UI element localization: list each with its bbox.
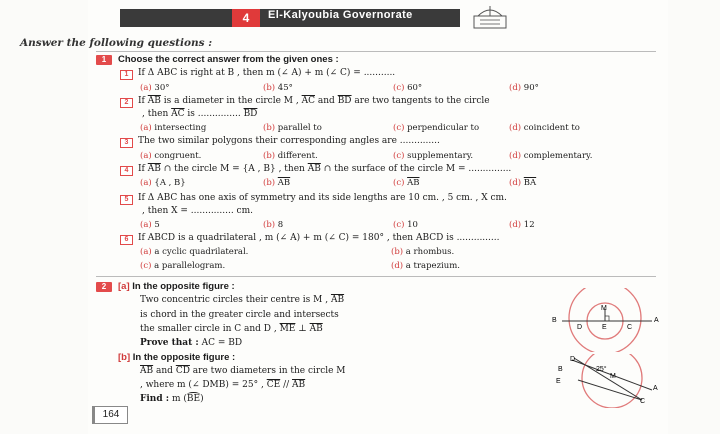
item-number: 4: [120, 166, 133, 176]
figure-circle-diameters: [552, 354, 664, 408]
q2a-heading: [a] In the opposite figure :: [118, 281, 235, 292]
option[interactable]: (c) perpendicular to: [393, 123, 480, 133]
option[interactable]: (b) 45°: [263, 83, 293, 93]
item-number: 2: [120, 98, 133, 108]
header-title: El-Kalyoubia Governorate: [268, 9, 413, 21]
option[interactable]: (b) 8: [263, 220, 284, 230]
figure-label: D: [570, 356, 576, 363]
figure-label: C: [627, 324, 633, 331]
option[interactable]: (d) 12: [509, 220, 535, 230]
option[interactable]: (a) 30°: [140, 83, 170, 93]
item-1-stem: If Δ ABC is right at B , then m (∠ A) + m (∠ C) = ...........: [138, 68, 396, 78]
question-1-badge: 1: [96, 55, 112, 65]
divider: [96, 276, 656, 277]
option[interactable]: (d) 90°: [509, 83, 539, 93]
option[interactable]: (a) {A , B}: [140, 178, 186, 188]
option[interactable]: (d) a trapezium.: [391, 261, 461, 271]
q2b-find: Find : m (BE): [140, 394, 204, 404]
option[interactable]: (c) a parallelogram.: [140, 261, 226, 271]
figure-concentric-circles: [548, 288, 666, 352]
option[interactable]: (c) 60°: [393, 83, 423, 93]
item-number: 6: [120, 235, 133, 245]
item-3-stem: The two similar polygons their corresponding angles are ..............: [138, 136, 440, 146]
q2a-line3: the smaller circle in C and D , $\overline{ME}$ ⊥ $\overline{AB}$: [140, 324, 323, 334]
option[interactable]: (d) coincident to: [509, 123, 580, 133]
divider: [96, 51, 656, 52]
q2b-heading: [b] In the opposite figure :: [118, 352, 236, 363]
option[interactable]: (b) different.: [263, 151, 318, 161]
figure-label: C: [640, 398, 646, 405]
option[interactable]: (b) a rhombus.: [391, 247, 455, 257]
option[interactable]: (c) supplementary.: [393, 151, 474, 161]
question-1-title: Choose the correct answer from the given ones :: [118, 54, 339, 65]
item-2-stem-line2: , then $\overline{AC}$ is ............... $\overline{BD}$: [142, 109, 258, 119]
item-5-stem-line2: , then X = ............... cm.: [142, 206, 253, 216]
figure-label: M: [610, 373, 616, 380]
option[interactable]: (a) congruent.: [140, 151, 202, 161]
figure-label: D: [577, 324, 583, 331]
q2a-line1: Two concentric circles their centre is M , $\overline{AB}$: [140, 295, 345, 305]
q2a-prove: Prove that : AC = BD: [140, 338, 243, 348]
page-number: 164: [92, 406, 128, 424]
item-2-stem: If $\overline{AB}$ is a diameter in the circle M , $\overline{AC}$ and $\overline{BD}$ are two tangents to the circle: [138, 96, 490, 106]
option[interactable]: (a) 5: [140, 220, 160, 230]
q2b-line2: , where m (∠ DMB) = 25° , $\overline{CE} // \overline{AB}$: [140, 380, 306, 390]
item-4-stem: If $\overline{AB}$ ∩ the circle M = {A , B} , then $\overline{AB}$ ∩ the surface of the circle M = ...............: [138, 164, 512, 174]
figure-label: B: [558, 366, 563, 373]
option[interactable]: (b) $\overline{AB}$: [263, 178, 291, 188]
figure-label: A: [654, 317, 659, 324]
option[interactable]: (c) 10: [393, 220, 418, 230]
governorate-logo-icon: [470, 4, 510, 30]
option[interactable]: (a) a cyclic quadrilateral.: [140, 247, 249, 257]
figure-label: M: [601, 305, 607, 312]
option[interactable]: (a) intersecting: [140, 123, 207, 133]
q2a-line2: is chord in the greater circle and intersects: [140, 310, 339, 320]
item-5-stem: If Δ ABC has one axis of symmetry and its side lengths are 10 cm. , 5 cm. , X cm.: [138, 193, 507, 203]
option[interactable]: (d) complementary.: [509, 151, 593, 161]
figure-label: 25°: [596, 366, 607, 373]
figure-label: E: [556, 378, 561, 385]
header-number: 4: [232, 9, 260, 27]
option[interactable]: (c) $\overline{AB}$: [393, 178, 420, 188]
item-number: 3: [120, 138, 133, 148]
item-6-stem: If ABCD is a quadrilateral , m (∠ A) + m (∠ C) = 180° , then ABCD is ...............: [138, 233, 500, 243]
instructions-heading: Answer the following questions :: [20, 37, 213, 49]
figure-label: E: [602, 324, 607, 331]
question-2-badge: 2: [96, 282, 112, 292]
q2b-line1: $\overline{AB}$ and $\overline{CD}$ are two diameters in the circle M: [140, 366, 346, 376]
figure-label: A: [653, 385, 658, 392]
item-number: 1: [120, 70, 133, 80]
item-number: 5: [120, 195, 133, 205]
option[interactable]: (d) $\overline{BA}$: [509, 178, 537, 188]
option[interactable]: (b) parallel to: [263, 123, 322, 133]
figure-label: B: [552, 317, 557, 324]
